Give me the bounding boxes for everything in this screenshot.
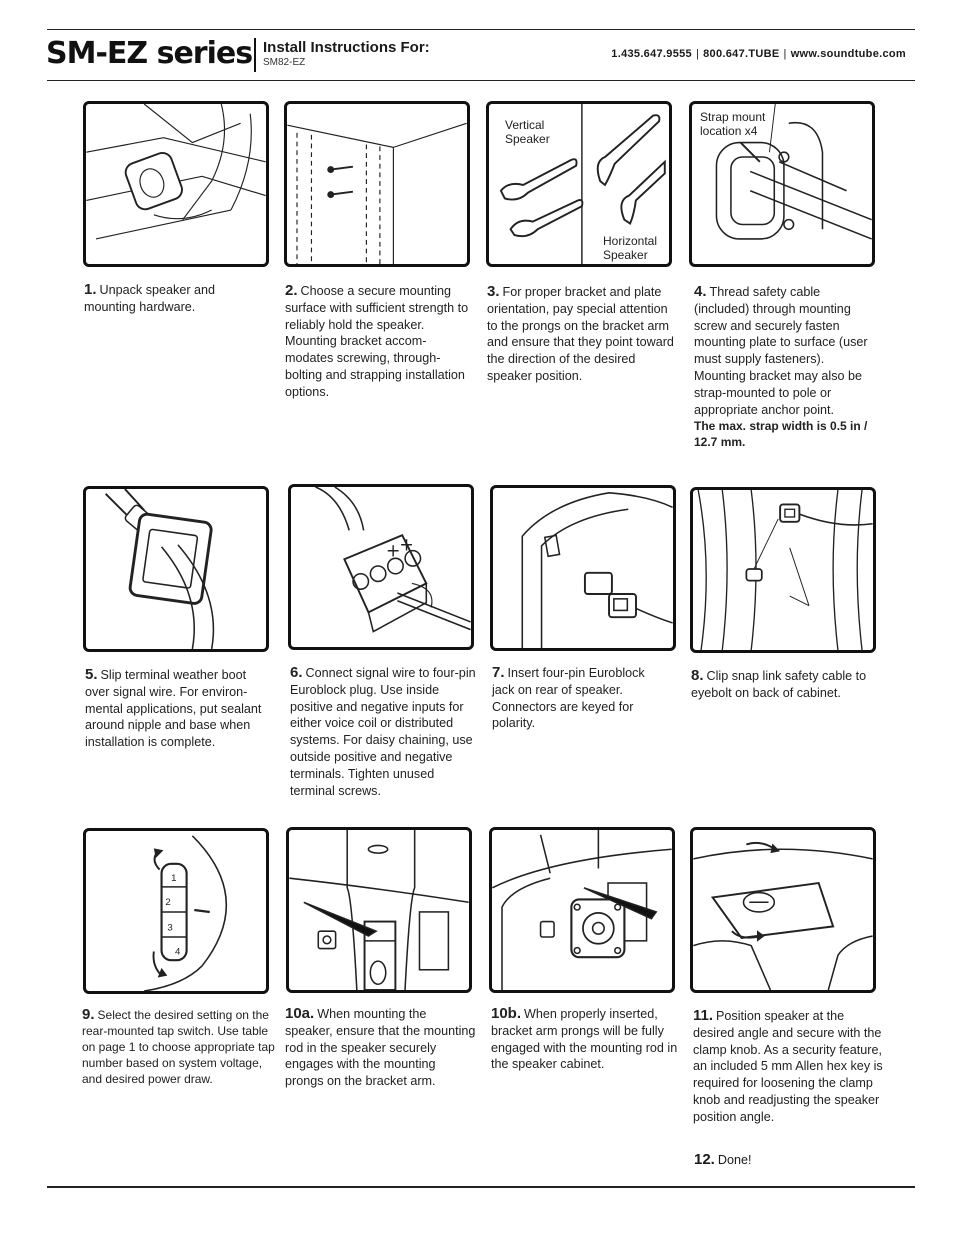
step-7: 7. Insert four-pin Euroblock jack on rear of speaker. Connectors are keyed for polarity. <box>492 664 645 731</box>
step-3: 3. For proper bracket and plate orientation, pay special attention to the prongs on the bracket arm and ensure that they point toward the direction of the desired speaker position. <box>487 283 674 383</box>
header-divider <box>254 38 256 72</box>
svg-text:2: 2 <box>165 897 171 909</box>
step-12: 12. Done! <box>694 1151 752 1168</box>
website-link[interactable]: www.soundtube.com <box>790 48 906 60</box>
figure-euroblock-jack <box>490 485 676 651</box>
install-heading: Install Instructions For: <box>263 39 430 56</box>
step-11: 11. Position speaker at the desired angle and secure with the clamp knob. As a security feature, an included 5 mm Allen hex key is required for loosening the clamp knob and readjusting the speaker position angle. <box>693 1007 883 1124</box>
figure-tap-switch <box>83 828 269 994</box>
step-1: 1. Unpack speaker and mounting hardware. <box>84 281 216 314</box>
model-number: SM82-EZ <box>263 57 306 68</box>
svg-text:1: 1 <box>171 873 177 885</box>
top-rule <box>47 29 915 30</box>
label-horizontal-speaker: Horizontal Speaker <box>603 234 658 262</box>
contact-info: 1.435.647.9555 | 800.647.TUBE | www.soundtube.com <box>611 48 906 60</box>
strap-width-note: The max. strap width is 0.5 in / 12.7 mm. <box>694 419 868 450</box>
figure-euroblock-plug <box>288 484 474 650</box>
figure-weather-boot <box>83 486 269 652</box>
phone-primary: 1.435.647.9555 <box>611 48 692 60</box>
figure-safety-cable <box>690 487 876 653</box>
figure-mounting-surface <box>284 101 470 267</box>
figure-strap-mount <box>689 101 875 267</box>
step-6: 6. Connect signal wire to four-pin Euroblock plug. Use inside positive and negative inputs for either voice coil or distributed systems. For daisy chaining, use outside positive and negative terminals. Tighten unused terminal screws. <box>290 664 476 798</box>
step-9: 9. Select the desired setting on the rear-mounted tap switch. Use table on page 1 to choose appropriate tap number based on system voltage, and desired power draw. <box>82 1006 275 1086</box>
step-4: 4. Thread safety cable (included) through mounting screw and securely fasten mounting plate to surface (user must supply fasteners). Mounting bracket may also be strap-mounted to pole or appropriate anchor point. The max. strap width is 0.5 in / 12.7 mm. <box>694 284 874 450</box>
label-vertical-speaker: Vertical Speaker <box>505 118 550 146</box>
label-strap-mount: Strap mount location x4 <box>700 110 766 138</box>
phone-secondary: 800.647.TUBE <box>703 48 780 60</box>
step-8: 8. Clip snap link safety cable to eyebolt on back of cabinet. <box>691 667 867 700</box>
header-rule <box>47 80 915 81</box>
figure-clamp-knob <box>690 827 876 993</box>
figure-bracket-engaged <box>489 827 675 993</box>
figure-unpack <box>83 101 269 267</box>
figure-bracket-orientation <box>486 101 672 267</box>
step-5: 5. Slip terminal weather boot over signal wire. For environ-mental applications, put sealant around nipple and base when installation is complete. <box>85 666 262 750</box>
svg-text:+: + <box>385 541 401 562</box>
svg-text:+: + <box>399 535 414 556</box>
step-10a: 10a. When mounting the speaker, ensure that the mounting rod in the speaker securely engages with the mounting prongs on the bracket arm. <box>285 1005 476 1089</box>
bottom-rule <box>47 1186 915 1188</box>
svg-text:3: 3 <box>167 922 173 934</box>
brand-title: SM-EZ series <box>46 36 253 71</box>
step-10b: 10b. When properly inserted, bracket arm prongs will be fully engaged with the mounting rod in the speaker cabinet. <box>491 1005 678 1072</box>
figure-mounting-rod <box>286 827 472 993</box>
svg-text:4: 4 <box>175 946 181 958</box>
step-2: 2. Choose a secure mounting surface with sufficient strength to reliably hold the speaker. Mounting bracket accom-modates screwing, through-bolting and strapping installation options. <box>285 282 469 399</box>
